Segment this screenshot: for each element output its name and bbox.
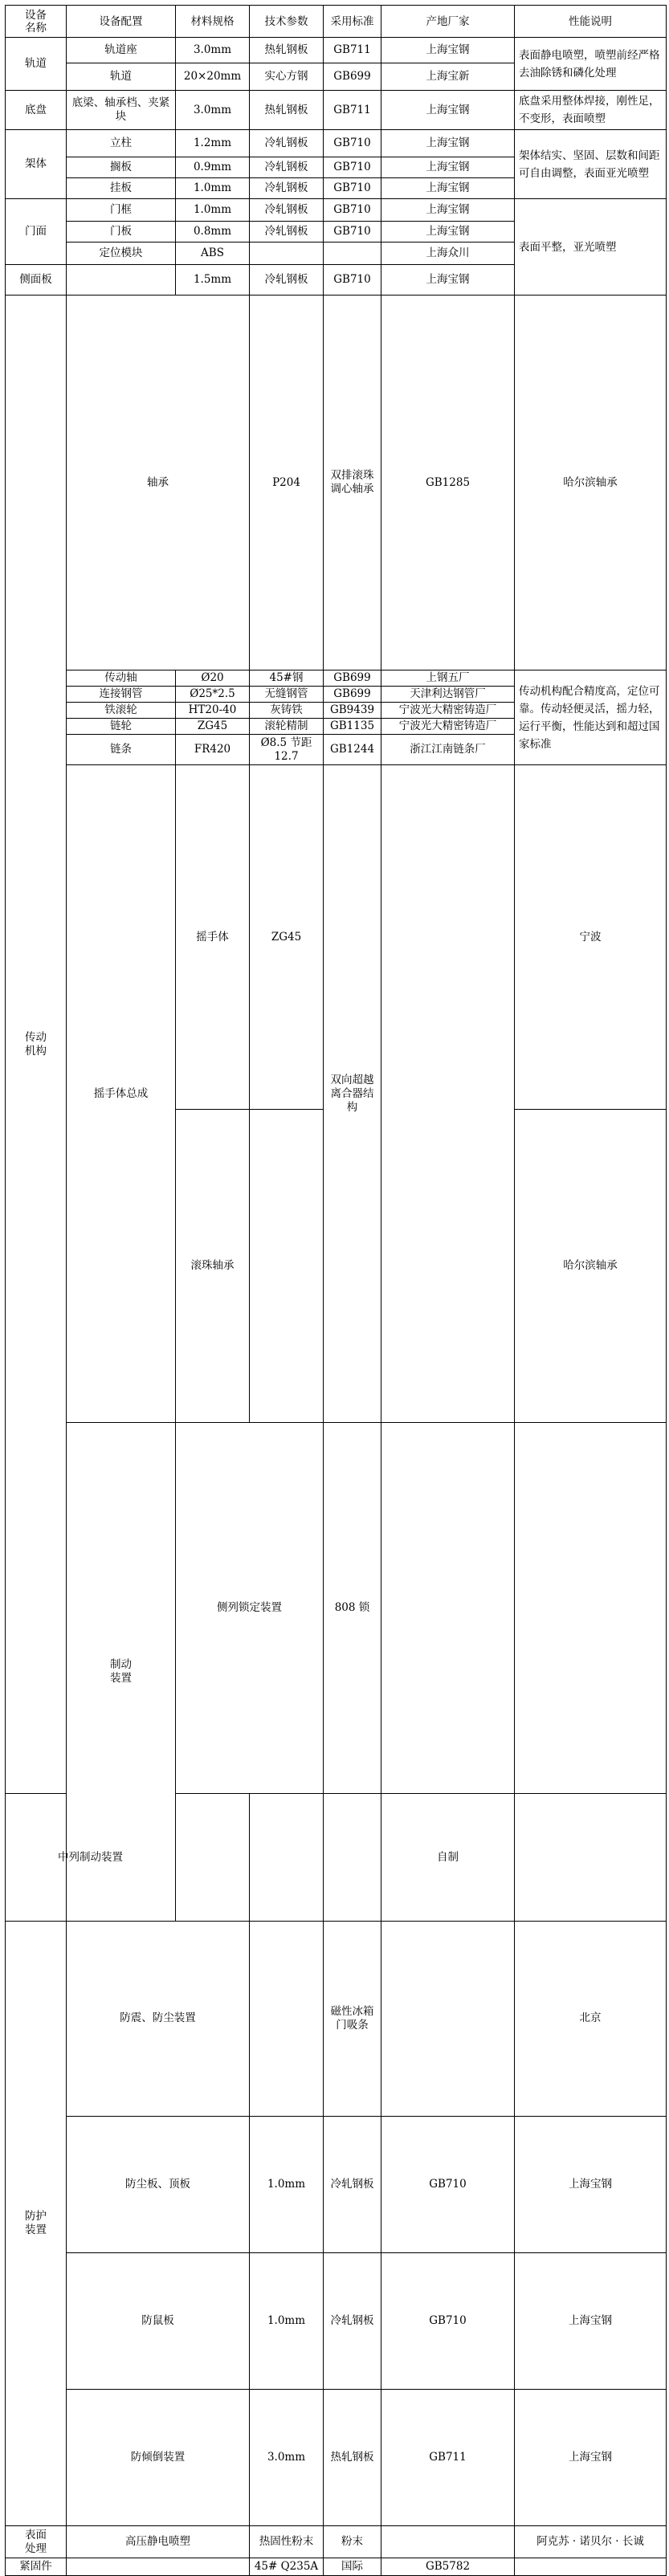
cell-standard: GB710 [324,178,381,199]
cell-param: Ø8.5 节距12.7 [250,735,324,765]
cell-param: 45#钢 [250,670,324,687]
header-performance: 性能说明 [515,6,667,38]
cell-maker: 上海宝钢 [381,157,515,178]
cell-maker: 浙江江南链条厂 [381,735,515,765]
cell-param: 双排滚珠调心轴承 [324,296,381,670]
cell-maker: 上海宝钢 [381,91,515,130]
cell-standard: GB710 [324,222,381,243]
header-manufacturer: 产地厂家 [381,6,515,38]
equipment-spec-table [5,5,667,2576]
cell-config: 门框 [67,199,176,222]
cell-maker: 上海宝钢 [381,199,515,222]
cell-config: 定位模块 [67,243,176,265]
cell-standard: GB1244 [324,735,381,765]
cell-param: 无缝钢管 [250,687,324,703]
cell-config: 防鼠板 [67,2252,250,2389]
group-name-protection: 防护 装置 [6,1922,67,2526]
cell-maker: 上海众川 [381,243,515,265]
cell-param: 热轧钢板 [324,2389,381,2525]
cell-maker [515,2558,667,2576]
cell-maker: 宁波光大精密铸造厂 [381,719,515,735]
cell-standard [381,2526,515,2558]
cell-config: 门板 [67,222,176,243]
table-row [6,2389,667,2525]
cell-spec: 0.8mm [176,222,250,243]
cell-standard: GB699 [324,63,381,91]
header-device-name: 设备 名称 [6,6,67,38]
table-row [6,296,667,670]
cell-maker: 上海宝钢 [515,2252,667,2389]
cell-spec: Ø25*2.5 [176,687,250,703]
table-row [6,1423,667,1794]
cell-spec: 3.0mm [176,91,250,130]
table-row [6,91,667,130]
cell-standard: GB710 [324,265,381,296]
cell-param [381,1423,515,1794]
cell-param: 冷轧钢板 [324,2116,381,2252]
table-row [6,2526,667,2558]
cell-maker: 阿克苏 · 诺贝尔 · 长诚 [515,2526,667,2558]
table-row [6,1794,667,1922]
cell-spec: 3.0mm [250,2389,324,2525]
cell-config: 传动轴 [67,670,176,687]
cell-param: 冷轧钢板 [250,199,324,222]
table-row [6,199,667,222]
cell-config: 挂板 [67,178,176,199]
cell-param: 国际 [324,2558,381,2576]
cell-maker: 宁波 [515,765,667,1110]
cell-config: 高压静电喷塑 [67,2526,250,2558]
cell-param: 冷轧钢板 [250,130,324,157]
table-row [6,1922,667,2117]
desc-drive: 传动机构配合精度高，定位可靠。传动轻便灵活，摇力轻，运行平衡，性能达到和超过国家标准 [515,670,667,765]
header-material-spec: 材料规格 [176,6,250,38]
cell-standard [381,1922,515,2117]
cell-standard: GB1135 [324,719,381,735]
cell-spec: 1.2mm [176,130,250,157]
cell-standard: GB1285 [381,296,515,670]
cell-standard: GB711 [324,38,381,63]
table-row [6,670,667,687]
cell-param: 灰铸铁 [250,703,324,719]
handle-assembly-name: 摇手体总成 [67,765,176,1423]
cell-spec [176,1794,250,1922]
group-name-fastener: 紧固件 [6,2558,67,2576]
group-name-frame: 架体 [6,130,67,199]
desc-chassis: 底盘采用整体焊接，刚性足，不变形，表面喷塑 [515,91,667,130]
cell-param [250,243,324,265]
group-name-chassis: 底盘 [6,91,67,130]
cell-config: 连接钢管 [67,687,176,703]
cell-spec: 45# Q235A [250,2558,324,2576]
cell-standard: GB711 [324,91,381,130]
cell-config: 摇手体 [176,765,250,1110]
cell-spec: FR420 [176,735,250,765]
cell-standard: GB699 [324,687,381,703]
cell-maker: 上海宝钢 [381,222,515,243]
cell-param: 实心方钢 [250,63,324,91]
table-row [6,2252,667,2389]
cell-config: 侧列锁定装置 [176,1423,324,1794]
cell-param: 磁性冰箱门吸条 [324,1922,381,2117]
cell-maker: 自制 [381,1794,515,1922]
cell-standard: GB710 [324,157,381,178]
cell-param: 冷轧钢板 [324,2252,381,2389]
group-name-track: 轨道 [6,38,67,91]
cell-spec: HT20-40 [176,703,250,719]
cell-spec: 3.0mm [176,38,250,63]
cell-maker: 哈尔滨轴承 [515,1110,667,1423]
cell-config [67,265,176,296]
cell-spec [250,1110,324,1423]
cell-spec [250,1922,324,2117]
cell-maker: 上海宝钢 [515,2116,667,2252]
table-row [6,2558,667,2576]
cell-spec: ZG45 [176,719,250,735]
group-name-surface: 表面 处理 [6,2526,67,2558]
table-row [6,2116,667,2252]
cell-maker: 哈尔滨轴承 [515,296,667,670]
cell-spec: 1.0mm [250,2252,324,2389]
cell-standard: GB699 [324,670,381,687]
cell-maker: 上海宝钢 [381,265,515,296]
cell-config: 链轮 [67,719,176,735]
cell-param [250,1794,324,1922]
cell-config: 立柱 [67,130,176,157]
cell-config: 轨道 [67,63,176,91]
desc-door: 表面平整，亚光喷塑 [515,199,667,296]
cell-spec: 1.5mm [176,265,250,296]
desc-frame: 架体结实、坚固、层数和间距可自由调整，表面亚光喷塑 [515,130,667,199]
cell-spec: 20×20mm [176,63,250,91]
cell-param: 冷轧钢板 [250,265,324,296]
cell-spec: Ø20 [176,670,250,687]
cell-standard: GB9439 [324,703,381,719]
cell-config: 防尘板、顶板 [67,2116,250,2252]
cell-config: 中列制动装置 [6,1794,176,1922]
cell-standard: GB710 [381,2252,515,2389]
cell-param: 热轧钢板 [250,91,324,130]
cell-maker: 宁波光大精密铸造厂 [381,703,515,719]
cell-config: 轴承 [67,296,250,670]
cell-standard: GB710 [324,130,381,157]
cell-config [67,2558,250,2576]
cell-standard: GB5782 [381,2558,515,2576]
cell-config: 铁滚轮 [67,703,176,719]
cell-standard [324,243,381,265]
cell-config: 滚珠轴承 [176,1110,250,1423]
group-name-side-panel: 侧面板 [6,265,67,296]
cell-standard: GB710 [324,199,381,222]
cell-maker: 上海宝钢 [381,178,515,199]
group-name-door: 门面 [6,199,67,265]
group-name-brake: 制动 装置 [67,1423,176,1922]
table-row [6,38,667,63]
cell-spec: 1.0mm [250,2116,324,2252]
cell-param: 冷轧钢板 [250,222,324,243]
cell-spec: 1.0mm [176,199,250,222]
cell-maker: 天津利达钢管厂 [381,687,515,703]
cell-standard [381,765,515,1423]
cell-config: 防震、防尘装置 [67,1922,250,2117]
header-row [6,6,667,38]
cell-spec: P204 [250,296,324,670]
cell-spec: 808 锁 [324,1423,381,1794]
cell-spec: ZG45 [250,765,324,1110]
cell-spec: 热固性粉末 [250,2526,324,2558]
cell-maker: 上海宝钢 [381,38,515,63]
cell-maker: 上海宝钢 [515,2389,667,2525]
cell-standard: GB711 [381,2389,515,2525]
header-tech-params: 技术参数 [250,6,324,38]
cell-param: 双向超越离合器结构 [324,765,381,1423]
cell-param: 冷轧钢板 [250,178,324,199]
cell-param: 滚轮精制 [250,719,324,735]
cell-config: 链条 [67,735,176,765]
cell-maker: 上海宝新 [381,63,515,91]
cell-param: 冷轧钢板 [250,157,324,178]
cell-standard [515,1423,667,1794]
table-row [6,130,667,157]
cell-maker: 北京 [515,1922,667,2117]
cell-config: 底梁、轴承档、夹紧块 [67,91,176,130]
cell-param: 热轧钢板 [250,38,324,63]
cell-standard: GB710 [381,2116,515,2252]
cell-config: 轨道座 [67,38,176,63]
group-name-transmission: 传动 机构 [6,296,67,1794]
cell-spec: ABS [176,243,250,265]
table-row [6,765,667,1110]
cell-maker: 上海宝钢 [381,130,515,157]
desc-track: 表面静电喷塑，喷塑前经严格去油除锈和磷化处理 [515,38,667,91]
cell-maker: 上钢五厂 [381,670,515,687]
header-standard: 采用标准 [324,6,381,38]
cell-spec: 0.9mm [176,157,250,178]
cell-spec: 1.0mm [176,178,250,199]
cell-config: 搁板 [67,157,176,178]
cell-config: 防倾倒装置 [67,2389,250,2525]
cell-standard [324,1794,381,1922]
header-configuration: 设备配置 [67,6,176,38]
cell-param: 粉末 [324,2526,381,2558]
